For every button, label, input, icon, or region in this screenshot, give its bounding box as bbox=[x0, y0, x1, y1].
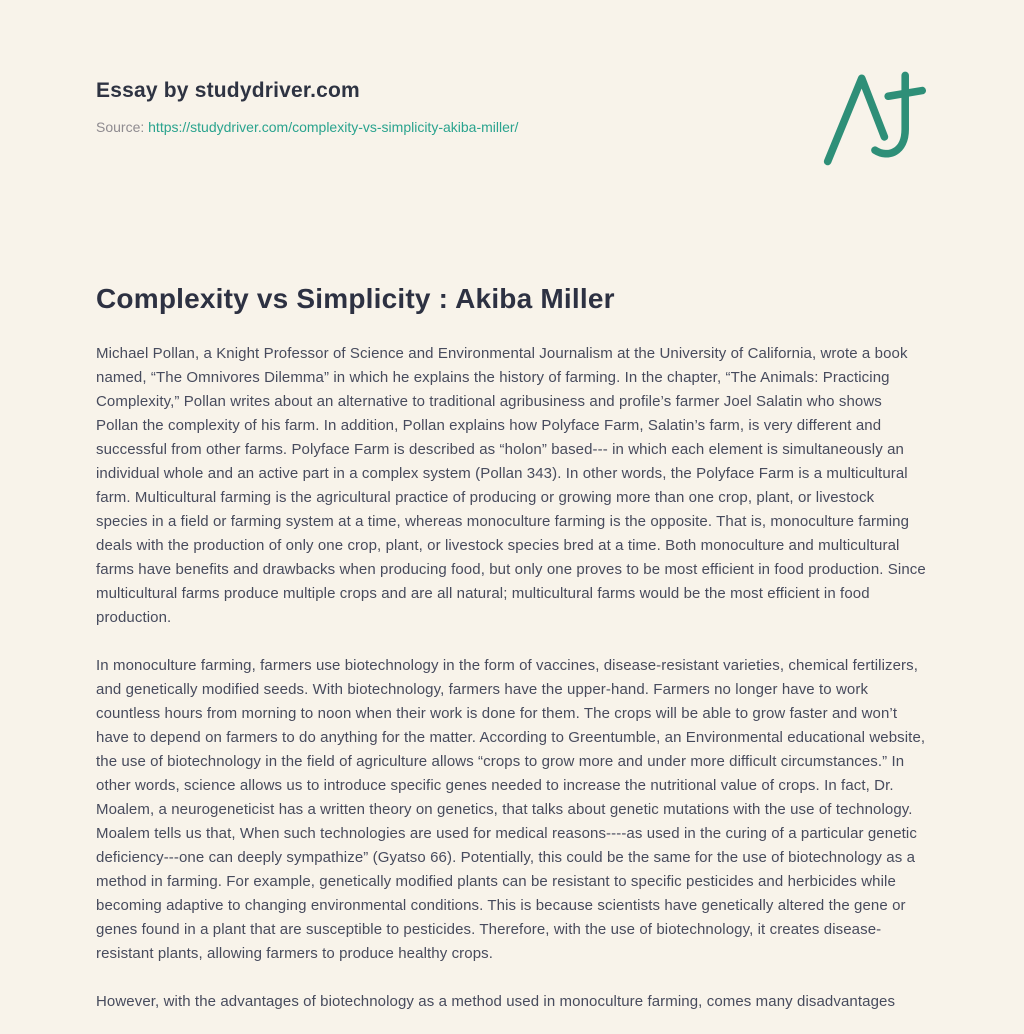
essay-paragraph: Michael Pollan, a Knight Professor of Science and Environmental Journalism at the University of California, wrote a book named, “The Omnivores Dilemma” in which he explains the history of farming. In the chapter, “The Animals: Practicing Complexity,” Pollan writes about an alternative to traditional agribusiness and profile’s farmer Joel Salatin who shows Pollan the complexity of his farm. In addition, Pollan explains how Polyface Farm, Salatin’s farm, is very different and successful from other farms. Polyface Farm is described as “holon” based--- in which each element is simultaneously an individual whole and an active part in a complex system (Pollan 343). In other words, the Polyface Farm is a multicultural farm. Multicultural farming is the agricultural practice of producing or growing more than one crop, plant, or livestock species in a field or farming system at a time, whereas monoculture farming is the opposite. That is, monoculture farming deals with the production of only one crop, plant, or livestock species bred at a time. Both monoculture and multicultural farms have benefits and drawbacks when producing food, but only one proves to be most efficient in food production. Since multicultural farms produce multiple crops and are all natural; multicultural farms would be the most efficient in food production. bbox=[96, 345, 926, 626]
source-link[interactable]: https://studydriver.com/complexity-vs-simplicity-akiba-miller/ bbox=[148, 119, 519, 135]
source-label: Source: bbox=[96, 119, 145, 135]
essay-paragraph: In monoculture farming, farmers use biotechnology in the form of vaccines, disease-resistant varieties, chemical fertilizers, and genetically modified seeds. With biotechnology, farmers have the upper-hand. Farmers no longer have to work countless hours from morning to noon when their work is done for them. The crops will be able to grow faster and won’t have to depend on farmers to do anything for the matter. According to Greentumble, an Environmental educational website, the use of biotechnology in the field of agriculture allows “crops to grow more and under more difficult circumstances.” In other words, science allows us to introduce specific genes needed to increase the nutritional value of crops. In fact, Dr. Moalem, a neurogeneticist has a written theory on genetics, that talks about genetic mutations with the use of technology. Moalem tells us that, When such technologies are used for medical reasons----as used in the curing of a particular genetic deficiency---one can deeply sympathize” (Gyatso 66). Potentially, this could be the same for the use of biotechnology as a method in farming. For example, genetically modified plants can be resistant to specific pesticides and herbicides while becoming adaptive to changing environmental conditions. This is because scientists have genetically altered the gene or genes found in a plant that are susceptible to pesticides. Therefore, with the use of biotechnology, it creates disease-resistant plants, allowing farmers to produce healthy crops. bbox=[96, 657, 926, 962]
page-header bbox=[96, 78, 928, 166]
byline: Essay by studydriver.com bbox=[96, 79, 360, 102]
essay-title: Complexity vs Simplicity : Akiba Miller bbox=[96, 283, 615, 314]
source-line bbox=[96, 117, 518, 137]
header-text-block bbox=[96, 78, 518, 137]
essay-paragraph: However, with the advantages of biotechnology as a method used in monoculture farming, comes many disadvantages bbox=[96, 993, 896, 1010]
studydriver-logo-icon bbox=[822, 70, 926, 166]
essay-body bbox=[96, 342, 928, 1014]
